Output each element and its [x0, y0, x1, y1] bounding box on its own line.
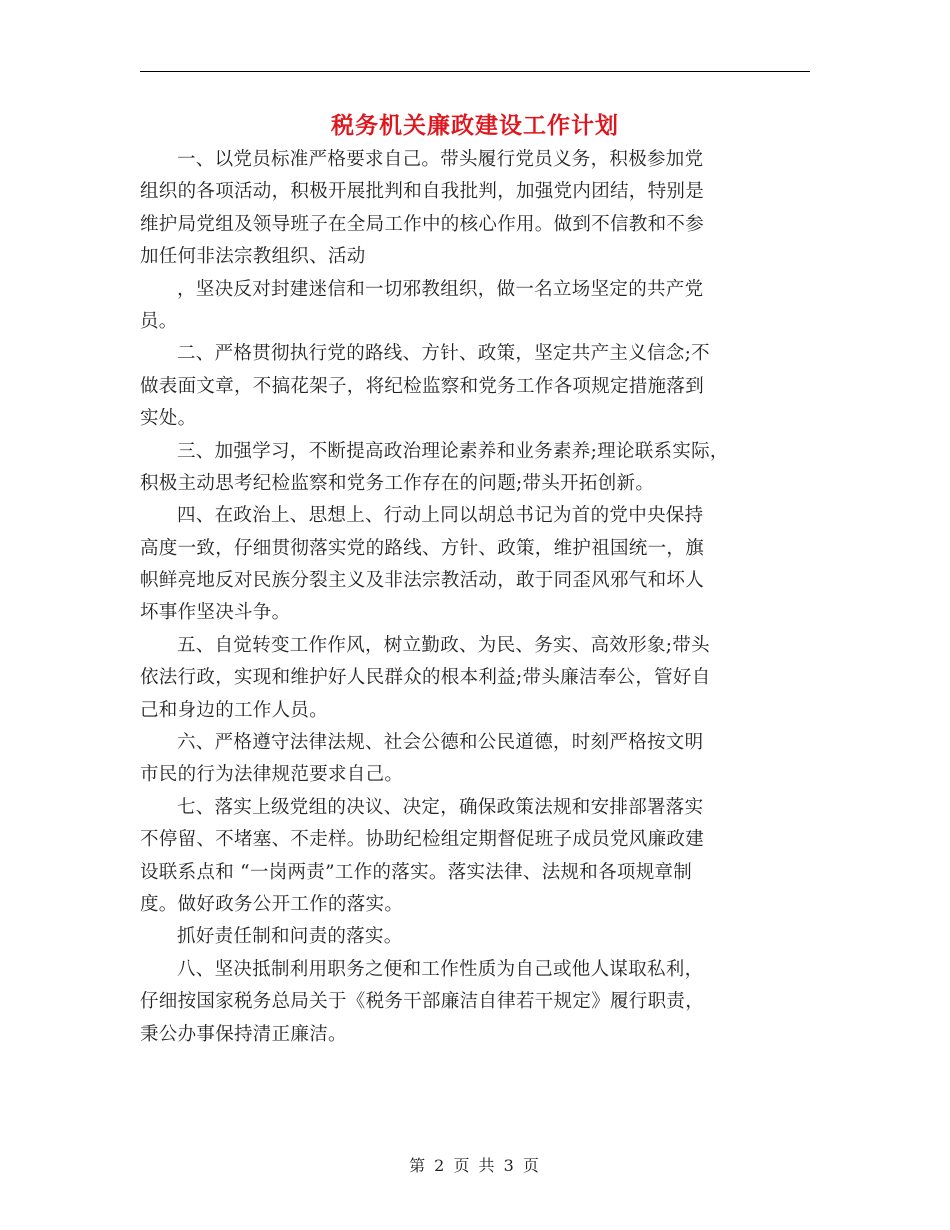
paragraph-line: 秉公办事保持清正廉洁。: [140, 1023, 347, 1045]
paragraph-line: 组织的各项活动，积极开展批判和自我批判，加强党内团结，特别是: [140, 181, 705, 203]
paragraph-line: 度。做好政务公开工作的落实。: [140, 893, 404, 915]
paragraph-line: 六、严格遵守法律法规、社会公德和公民道德，时刻严格按文明: [177, 732, 704, 754]
paragraph-line: 一、以党员标准严格要求自己。带头履行党员义务，积极参加党: [177, 149, 704, 170]
paragraph-line: 五、自觉转变工作作风，树立勤政、为民、务实、高效形象;带头: [177, 634, 710, 656]
paragraph-line: 仔细按国家税务总局关于《税务干部廉洁自律若干规定》履行职责，: [140, 991, 705, 1013]
paragraph-line: 三、加强学习，不断提高政治理论素养和业务素养;理论联系实际，: [177, 440, 729, 462]
paragraph-line: 己和身边的工作人员。: [140, 699, 329, 721]
paragraph-line: 二、严格贯彻执行党的路线、方针、政策，坚定共产主义信念;不: [177, 343, 710, 365]
paragraph-line: 市民的行为法律规范要求自己。: [140, 764, 404, 786]
paragraph-line: 四、在政治上、思想上、行动上同以胡总书记为首的党中央保持: [177, 505, 704, 527]
paragraph-line: 设联系点和 “一岗两责”工作的落实。落实法律、法规和各项规章制: [140, 861, 693, 883]
paragraph-line: 员。: [140, 310, 178, 332]
page-number-footer: 第 2 页 共 3 页: [409, 1156, 541, 1175]
paragraph-line: 加任何非法宗教组织、活动: [140, 246, 366, 268]
paragraph-line: 帜鲜亮地反对民族分裂主义及非法宗教活动，敢于同歪风邪气和坏人: [140, 570, 705, 592]
paragraph-line: 抓好责任制和问责的落实。: [177, 926, 403, 948]
paragraph-line: 依法行政，实现和维护好人民群众的根本利益;带头廉洁奉公，管好自: [140, 667, 711, 689]
paragraph-line: ，坚决反对封建迷信和一切邪教组织，做一名立场坚定的共产党: [177, 278, 704, 300]
paragraph-line: 实处。: [140, 408, 197, 430]
document-title: 税务机关廉政建设工作计划: [331, 112, 619, 139]
paragraph-line: 积极主动思考纪检监察和党务工作存在的问题;带头开拓创新。: [140, 472, 655, 494]
document-body: [140, 144, 812, 1051]
paragraph-line: 坏事作坚决斗争。: [140, 602, 291, 624]
paragraph-line: 维护局党组及领导班子在全局工作中的核心作用。做到不信教和不参: [140, 213, 705, 235]
paragraph-line: 做表面文章，不搞花架子，将纪检监察和党务工作各项规定措施落到: [140, 375, 705, 397]
paragraph-line: 高度一致，仔细贯彻落实党的路线、方针、政策，维护祖国统一，旗: [140, 537, 705, 559]
header-rule: [140, 71, 810, 72]
paragraph-line: 八、坚决抵制利用职务之便和工作性质为自己或他人谋取私利，: [177, 958, 704, 980]
paragraph-line: 不停留、不堵塞、不走样。协助纪检组定期督促班子成员党风廉政建: [140, 829, 705, 851]
paragraph-line: 七、落实上级党组的决议、决定，确保政策法规和安排部署落实: [177, 796, 704, 818]
